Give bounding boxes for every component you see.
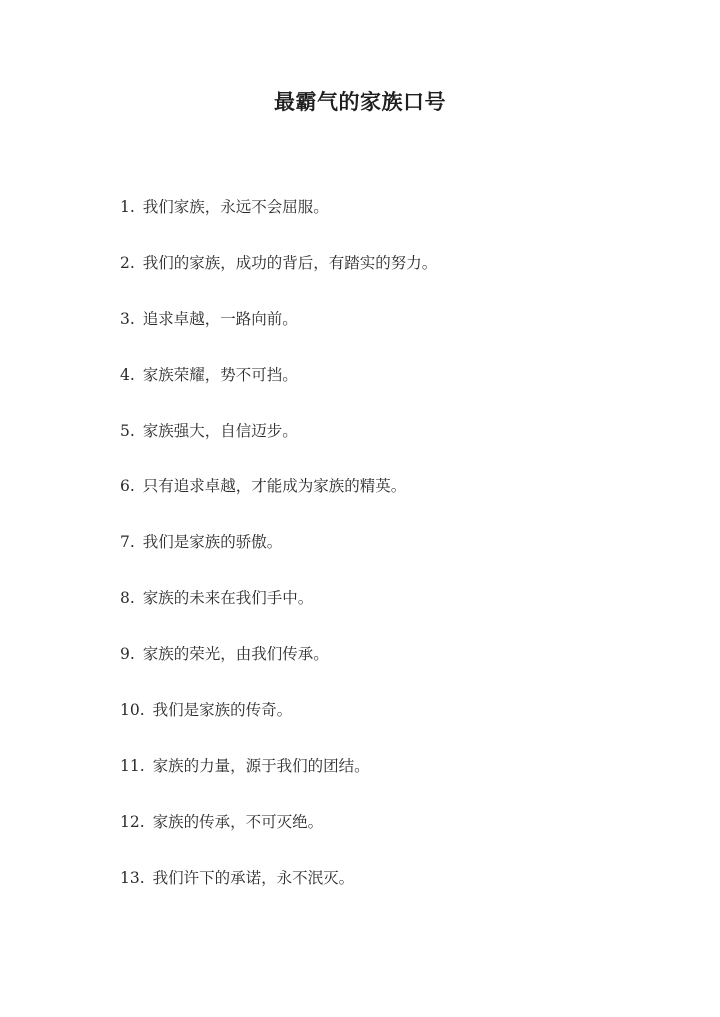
list-item	[120, 863, 680, 919]
page-title: 最霸气的家族口号	[274, 89, 446, 114]
item-text: 追求卓越，一路向前。	[142, 309, 298, 328]
list-item	[120, 416, 680, 472]
list-item	[120, 360, 680, 416]
list-item	[120, 192, 680, 248]
item-text: 家族的传承，不可灭绝。	[152, 812, 324, 831]
item-text: 只有追求卓越，才能成为家族的精英。	[142, 477, 407, 496]
item-text: 家族荣耀，势不可挡。	[142, 365, 298, 384]
item-text: 家族的未来在我们手中。	[142, 589, 314, 608]
list-item	[120, 695, 680, 751]
item-number: 12.	[120, 812, 145, 831]
list-item	[120, 751, 680, 807]
list-item	[120, 807, 680, 863]
item-text: 我们家族，永远不会屈服。	[142, 198, 329, 216]
item-text: 家族的荣光，由我们传承。	[142, 645, 329, 664]
list-item	[120, 639, 680, 695]
item-number: 7.	[120, 533, 135, 552]
item-number: 6.	[120, 477, 135, 496]
item-text: 家族强大，自信迈步。	[142, 421, 298, 440]
list-item	[120, 471, 680, 527]
item-number: 2.	[120, 253, 135, 272]
item-number: 4.	[120, 365, 135, 384]
item-text: 我们的家族，成功的背后，有踏实的努力。	[142, 253, 438, 272]
item-text: 家族的力量，源于我们的团结。	[152, 756, 370, 775]
item-text: 我们是家族的传奇。	[152, 701, 293, 720]
item-number: 9.	[120, 645, 135, 664]
item-number: 13.	[120, 868, 145, 887]
list-item	[120, 304, 680, 360]
item-number: 1.	[120, 198, 135, 216]
item-text: 我们许下的承诺，永不泯灭。	[152, 868, 355, 887]
list-item	[120, 527, 680, 583]
item-number: 3.	[120, 309, 135, 328]
item-number: 8.	[120, 589, 135, 608]
item-text: 我们是家族的骄傲。	[142, 533, 283, 552]
list-item	[120, 248, 680, 304]
item-number: 11.	[120, 756, 145, 775]
list-item	[120, 583, 680, 639]
slogan-list	[120, 192, 680, 919]
item-number: 10.	[120, 701, 145, 720]
item-number: 5.	[120, 421, 135, 440]
